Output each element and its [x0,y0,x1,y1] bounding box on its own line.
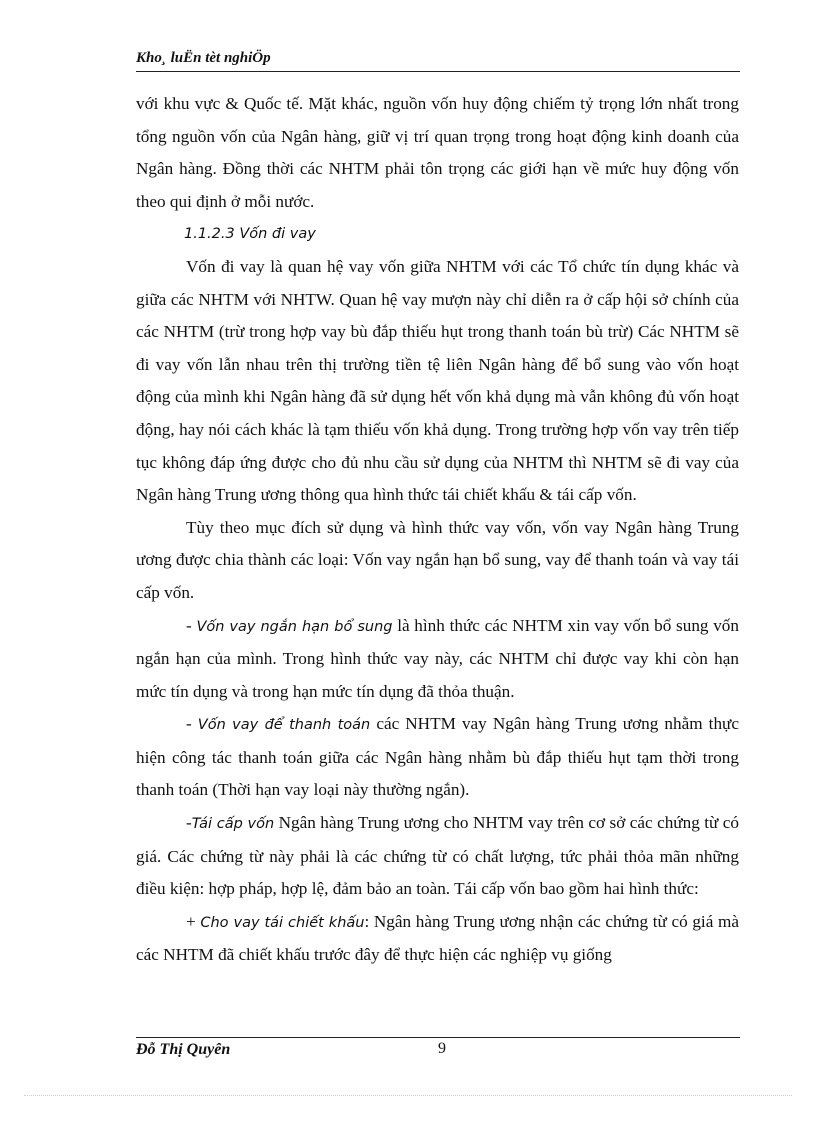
paragraph-4 [136,610,739,709]
paragraph-7 [136,906,739,972]
paragraph-5 [136,708,739,807]
p6-rest: Ngân hàng Trung ương cho NHTM vay trên cơ sở các chứng từ có giá. Các chứng từ này phải là các chứng từ có chất lượng, tức phải thỏa mãn những điều kiện: hợp pháp, hợp lệ, đảm bảo an toàn. Tái cấp vốn bao gồm hai hình thức: [136,813,739,899]
p6-prefix: - [186,813,192,833]
p6-term: Tái cấp vốn [191,816,275,833]
p4-term: Vốn vay ngắn hạn bổ sung [196,618,393,635]
page-header: Kho¸ luËn tèt nghiÖp [136,50,740,72]
p5-rest: các NHTM vay Ngân hàng Trung ương nhằm thực hiện công tác thanh toán giữa các Ngân hàng nhằm bù đắp thiếu hụt tạm thời trong thanh toán (Thời hạn vay loại này thường ngắn). [136,714,739,800]
paragraph-2: Vốn đi vay là quan hệ vay vốn giữa NHTM với các Tổ chức tín dụng khác và giữa các NHTM với NHTW. Quan hệ vay mượn này chỉ diễn ra ở cấp hội sở chính của các NHTM (trừ trong hợp vay bù đắp thiếu hụt trong thanh toán bù trừ) Các NHTM sẽ đi vay vốn lẫn nhau trên thị trường tiền tệ liên Ngân hàng để bổ sung vào vốn hoạt động của mình khi Ngân hàng đã sử dụng hết vốn khả dụng mà vẫn không đủ vốn hoạt động, hay nói cách khác là tạm thiếu vốn khả dụng. Trong trường hợp vốn vay trên tiếp tục không đáp ứng được cho đủ nhu cầu sử dụng của NHTM thì NHTM sẽ đi vay của Ngân hàng Trung ương thông qua hình thức tái chiết khấu & tái cấp vốn. [136,256,739,505]
footer-author: Đỗ Thị Quyên [136,1041,231,1058]
document-body [136,88,739,972]
p4-prefix: - [186,615,197,635]
p4-rest: là hình thức các NHTM xin vay vốn bổ sung vốn ngắn hạn của mình. Trong hình thức vay này, các NHTM chỉ được vay khi còn hạn mức tín dụng và trong hạn mức tín dụng đã thỏa thuận. [136,615,739,701]
page-number: 9 [438,1040,446,1057]
page-bottom-border [24,1095,792,1096]
section-heading: 1.1.2.3 Vốn đi vay [184,226,316,243]
p7-rest: : Ngân hàng Trung ương nhận các chứng từ có giá mà các NHTM đã chiết khấu trước đây để thực hiện các nghiệp vụ giống [136,911,739,965]
p7-term: Cho vay tái chiết khấu [200,914,365,931]
paragraph-3: Tùy theo mục đích sử dụng và hình thức vay vốn, vốn vay Ngân hàng Trung ương được chia thành các loại: Vốn vay ngắn hạn bổ sung, vay để thanh toán và vay tái cấp vốn. [136,517,739,602]
p7-prefix: + [186,911,201,931]
paragraph-6 [136,807,739,906]
p5-prefix: - [186,714,198,734]
footer-divider [136,1037,740,1038]
paragraph-1: với khu vực & Quốc tế. Mặt khác, nguồn vốn huy động chiếm tỷ trọng lớn nhất trong tổng nguồn vốn của Ngân hàng, giữ vị trí quan trọng trong hoạt động kinh doanh của Ngân hàng. Đồng thời các NHTM phải tôn trọng các giới hạn về mức huy động vốn theo qui định ở mỗi nước. [136,94,739,211]
p5-term: Vốn vay để thanh toán [197,717,371,734]
